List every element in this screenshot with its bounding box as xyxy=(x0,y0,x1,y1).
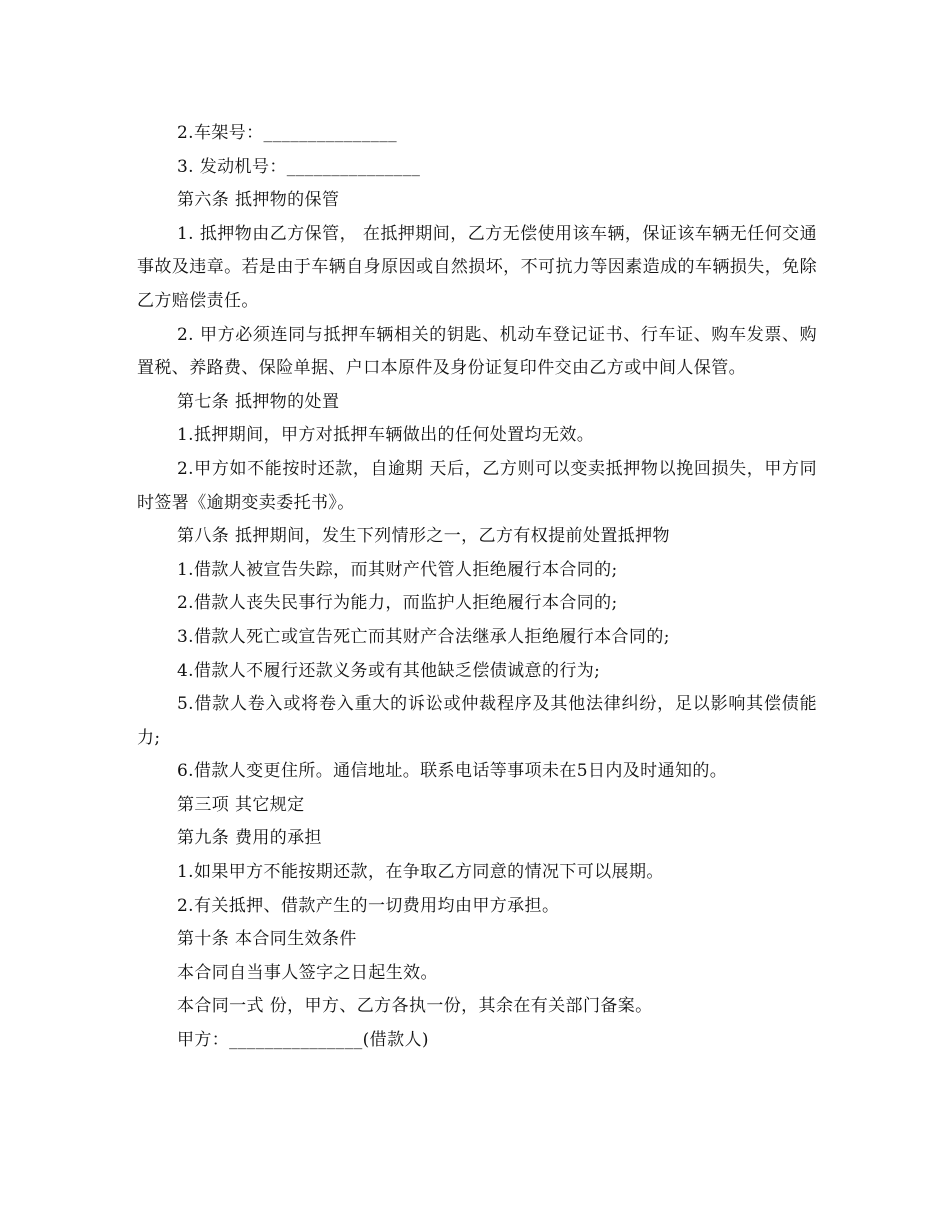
article-8-clause-4: 4.借款人不履行还款义务或有其他缺乏偿债诚意的行为; xyxy=(176,660,601,681)
frame-number-line: 2.车架号：_______________ xyxy=(176,123,398,143)
article-10-heading: 第十条 本合同生效条件 xyxy=(176,929,357,950)
article-8-clause-1: 1.借款人被宣告失踪，而其财产代管人拒绝履行本合同的; xyxy=(176,559,618,580)
contract-text xyxy=(137,117,817,1058)
article-9-clause-1: 1.如果甲方不能按期还款，在争取乙方同意的情况下可以展期。 xyxy=(176,862,664,883)
article-6-clause-1: 1. 抵押物由乙方保管， 在抵押期间，乙方无偿使用该车辆，保证该车辆无任何交通事故及违章。若是由于车辆自身原因或自然损坏，不可抗力等因素造成的车辆损失，免除乙方赔偿责任。 xyxy=(137,223,817,311)
article-8-clause-2: 2.借款人丧失民事行为能力，而监护人拒绝履行本合同的; xyxy=(176,593,618,614)
party-a-signature-line: 甲方：_______________(借款人) xyxy=(176,1030,429,1051)
article-8-clause-5: 5.借款人卷入或将卷入重大的诉讼或仲裁程序及其他法律纠纷，足以影响其偿债能力; xyxy=(137,694,817,748)
article-8-clause-3: 3.借款人死亡或宣告死亡而其财产合法继承人拒绝履行本合同的; xyxy=(176,626,670,647)
article-9-heading: 第九条 费用的承担 xyxy=(176,828,322,849)
article-8-clause-6: 6.借款人变更住所。通信地址。联系电话等事项未在5日内及时通知的。 xyxy=(176,761,728,782)
article-7-clause-2: 2.甲方如不能按时还款，自逾期 天后，乙方则可以变卖抵押物以挽回损失，甲方同时签署《逾期变卖委托书》。 xyxy=(137,458,817,513)
article-8-heading: 第八条 抵押期间，发生下列情形之一，乙方有权提前处置抵押物 xyxy=(176,526,670,547)
article-7-heading: 第七条 抵押物的处置 xyxy=(176,391,340,412)
article-6-clause-2: 2. 甲方必须连同与抵押车辆相关的钥匙、机动车登记证书、行车证、购车发票、购置税、养路费、保险单据、户口本原件及身份证复印件交由乙方或中间人保管。 xyxy=(137,324,817,379)
article-6-heading: 第六条 抵押物的保管 xyxy=(176,190,340,211)
section-3-heading: 第三项 其它规定 xyxy=(176,794,305,815)
article-9-clause-2: 2.有关抵押、借款产生的一切费用均由甲方承担。 xyxy=(176,895,560,916)
engine-number-line: 3. 发动机号：_______________ xyxy=(176,156,421,177)
effective-clause: 本合同自当事人签字之日起生效。 xyxy=(176,962,438,983)
copies-clause: 本合同一式 份，甲方、乙方各执一份，其余在有关部门备案。 xyxy=(176,996,653,1017)
article-7-clause-1: 1.抵押期间，甲方对抵押车辆做出的任何处置均无效。 xyxy=(176,425,595,446)
